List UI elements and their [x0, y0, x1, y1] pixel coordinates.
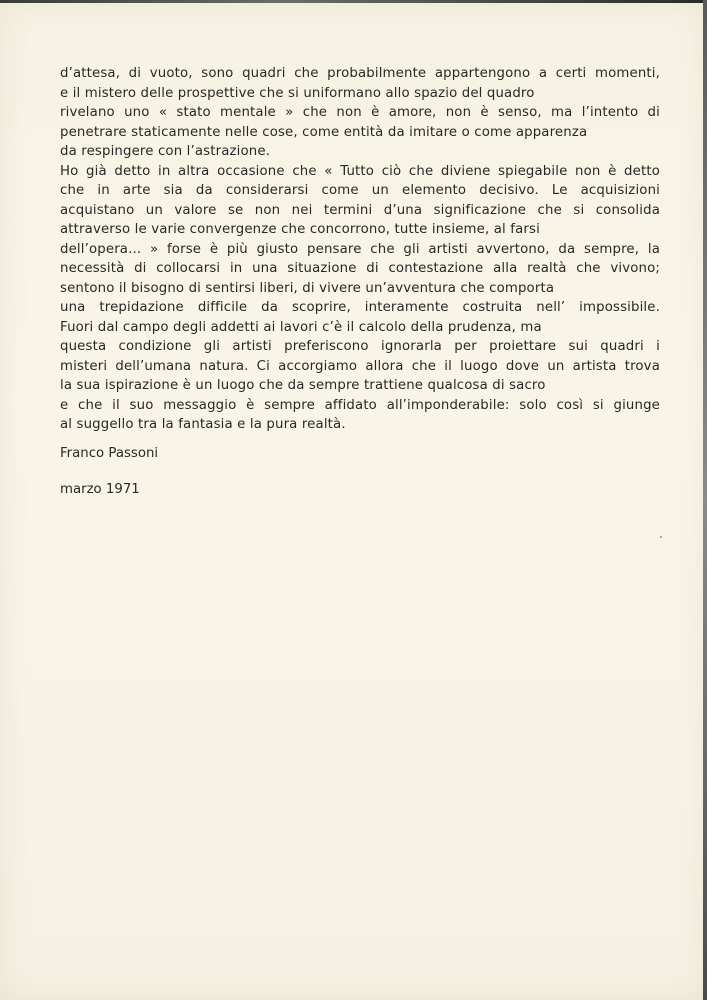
text-line: da respingere con l’astrazione.: [60, 144, 271, 159]
text-line: attraverso le varie convergenze che concorrono, tutte insieme, al farsi: [60, 222, 540, 237]
text-line: e che il suo messaggio è sempre affidato all’imponderabile: solo così si giunge: [60, 397, 660, 413]
text-line: al suggello tra la fantasia e la pura realtà.: [60, 417, 346, 432]
text-line: Fuori dal campo degli addetti ai lavori c’è il calcolo della prudenza, ma: [60, 319, 542, 335]
text-line: una trepidazione difficile da scoprire, interamente costruita nell’ impossibile.: [60, 300, 660, 315]
text-line: questa condizione gli artisti preferiscono ignorarla per proiettare sui quadri i: [60, 339, 660, 354]
text-line: che in arte sia da considerarsi come un elemento decisivo. Le acquisizioni: [60, 183, 660, 198]
essay-body: [60, 64, 660, 435]
text-line: necessità di collocarsi in una situazione di contestazione alla realtà che vivono;: [60, 261, 660, 276]
text-line: d’attesa, di vuoto, sono quadri che probabilmente appartengono a certi momenti,: [60, 66, 660, 81]
page-top-edge: [0, 0, 707, 3]
text-line: rivelano uno « stato mentale » che non è amore, non è senso, ma l’intento di: [60, 105, 660, 120]
text-line: e il mistero delle prospettive che si uniformano allo spazio del quadro: [60, 85, 535, 101]
page-right-edge: [703, 0, 707, 1000]
text-line: Ho già detto in altra occasione che « Tutto ciò che diviene spiegabile non è detto: [60, 163, 660, 179]
text-line: la sua ispirazione è un luogo che da sempre trattiene qualcosa di sacro: [60, 378, 546, 393]
document-date: marzo 1971: [60, 482, 140, 497]
text-line: misteri dell’umana natura. Ci accorgiamo allora che il luogo dove un artista trova: [60, 358, 660, 374]
text-line: dell’opera... » forse è più giusto pensare che gli artisti avvertono, da sempre, la: [60, 241, 660, 257]
text-line: sentono il bisogno di sentirsi liberi, di vivere un’avventura che comporta: [60, 280, 555, 296]
text-line: penetrare staticamente nelle cose, come entità da imitare o come apparenza: [60, 124, 588, 140]
author-signature: Franco Passoni: [60, 446, 159, 461]
text-line: acquistano un valore se non nei termini d’una significazione che si consolida: [60, 202, 660, 218]
paper-speck: [660, 536, 662, 538]
